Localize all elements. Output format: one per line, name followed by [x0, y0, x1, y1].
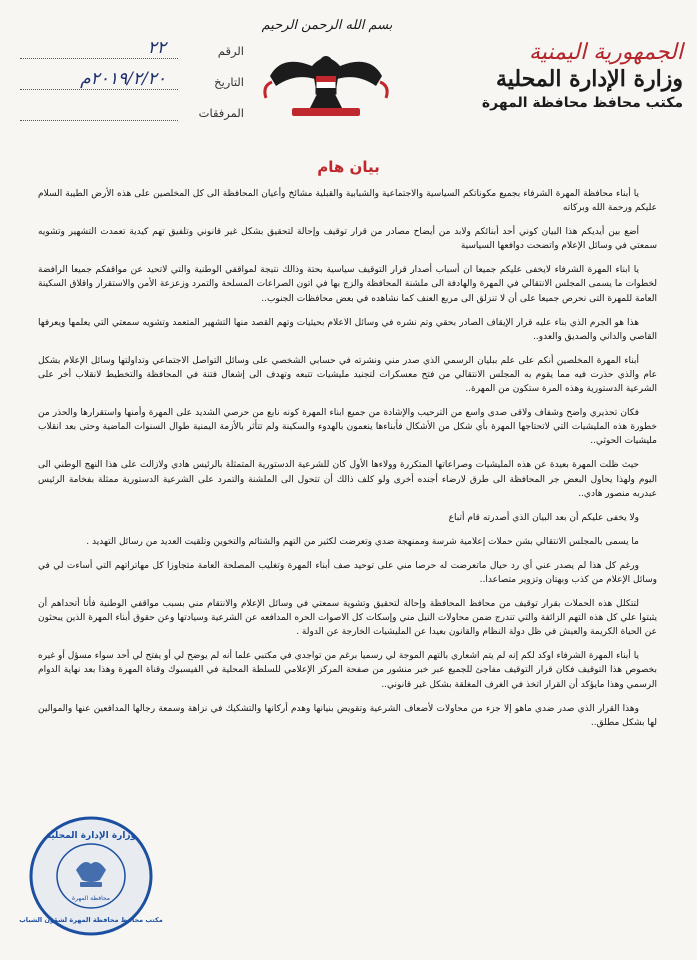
attachments-field: [20, 106, 250, 137]
paragraph: أضع بين أيديكم هذا البيان كوني أحد أبنائكم ولابد من أيضاح مصادر من قرار توقيف وإحالة لتحقيق بشكل غير قانوني وتلفيق تهم كيدية تعمدت التشهير وتشويه سمعتي في وسائل الإعلام واتضحت دوافعها السياسية: [38, 227, 657, 252]
paragraph: فكان تحذيري واضح وشفاف ولاقى صدى واسع من الترحيب والإشادة من جميع ابناء المهرة كونه نابع من حرصي الشديد على المهرة وأمنها واستقرارها والحذر من خطورة هذه المليشيات التي لاتحتاجها المهرة بأي شكل من الأشكال فأبناءها ينعمون بالهدوء والسكينة ولم تتأثر بالأزمة اليمنية طوال السنوات الماضية وحتى بعد انقلاب مليشيات الحوثي..: [38, 408, 657, 447]
paragraph: يا أبناء المهرة الشرفاء اوكد لكم إنه لم يتم اشعاري بالتهم الموجة لي رسميا برغم من تواجدي في مكتبي علما أنه لم يوضح لي أو يفتح لي أحد سواء مسؤل أو غيره بخصوص هذا التوقيف فكان قرار التوقيف مفاجئ للجميع عبر خبر منشور من صفحة المركز الإعلامي للسلطة المحلية في الفيسبوك وقناة المهرة وهذا بعد نهاية الدوام الرسمي وهذا مايؤكد أن القرار اتخذ في الغرف المغلقة بشكل غير قانوني..: [38, 651, 657, 690]
paragraph: هذا هو الجرم الذي بناء عليه قرار الإيقاف الصادر بحقي وتم نشره في وسائل الاعلام بحيثيات وتهم القصد منها التشهير المتعمد وتشويه سمعتي التي يعلمها ويعرفها القاصي والداني والصديق والعدو..: [38, 317, 657, 342]
republic-name: الجمهورية اليمنية: [528, 40, 683, 65]
date-field: [20, 69, 250, 106]
paragraph: يا أبناء محافظة المهرة الشرفاء بجميع مكوناتكم السياسية والاجتماعية والشبابية والقبلية مشائخ وأعيان المحافظة الى كل المخلصين على هذه الأرض الطيبة السلام عليكم ورحمة الله وبركاته: [38, 189, 657, 214]
basmala: بسم الله الرحمن الرحيم: [261, 18, 393, 33]
official-stamp: [19, 814, 163, 938]
number-label: الرقم: [217, 44, 244, 58]
svg-text:وزارة الإدارة المحلية: وزارة الإدارة المحلية: [45, 831, 137, 841]
letterhead-organization: [433, 40, 683, 114]
date-value: ٢٠١٩/٢/٢٠م: [80, 69, 166, 89]
paragraph: يا ابناء المهرة الشرفاء لايخفى عليكم جميعا ان أسباب أصدار قرار التوقيف سياسية بحتة وذالك نتيجة لمواقفي الوطنية والتي لاتحيد عن مواقفكم جميعا الرافضة لخطوات ما يسمى المجلس الانتقالي في المهرة والهادفة الى ملشنة المحافظة والزج بها في اتون الصراعات المسلحة والتمرد وزعزعة الأمن والاستقرار واقلاق السكينة العامة للمهرة التى نحرص جميعا على أن لا تنزلق الى مربع العنف كما نشاهده في بعض محافظات الجنوب..: [38, 265, 657, 304]
paragraph: وهذا القرار الذي صدر ضدي ماهو إلا جزء من محاولات لأضعاف الشرعية وتقويض بنيانها وهدم أركانها والتشكيك في نزاهة وسمعة رجالها المدافعين عنها والموالين لها بشكل مطلق..: [38, 703, 657, 728]
office-name: مكتب محافظ محافظة المهرة: [481, 95, 683, 111]
number-value: ٢٢: [147, 38, 166, 58]
statement-title: بيان هام: [317, 158, 380, 176]
date-label: التاريخ: [214, 75, 244, 89]
svg-text:محافظة المهرة: محافظة المهرة: [71, 895, 111, 902]
reference-fields: [20, 38, 250, 137]
yemen-eagle-emblem-icon: [252, 46, 400, 122]
svg-text:مكتب محافظ محافظة المهرة لشؤون: مكتب محافظ محافظة المهرة لشؤون الشباب: [19, 916, 163, 924]
attachments-label: المرفقات: [198, 106, 244, 120]
paragraph: ورغم كل هذا لم يصدر عني أي رد حيال ماتعرضت له حرصا مني على توحيد صف أبناء المهرة وتغليب المصلحة العامة متجاوزا كل مهاتراتهم التي أساءت لي في وسائل الإعلام من كذب وبهتان وتزوير متصاعدا..: [38, 560, 657, 585]
paragraph: أبناء المهرة المخلصين أنكم على علم ببليان الرسمي الذي صدر مني ونشرته في حسابي الشخصي على وسائل التواصل الاجتماعي وتداولتها وسائل الإعلام بشكل عام والذي حذرت فيه مما يقوم به المجلس الانتقالي من فتح معسكرات لتجنيد مليشيات تتبعه وتهدف الى إشعال فتنة في المحافظة والتخطيط لانقلاب أخر على الشرعية الدستورية وهذه المرة ستكون من المهرة..: [38, 355, 657, 395]
paragraph: ما يسمى بالمجلس الانتقالي بشن حملات إعلامية شرسة وممنهجة ضدي وتعرضت لكثير من التهم والشتائم والتخوين وتلقيت العديد من رسائل التهديد .: [86, 536, 639, 547]
ministry-name: وزارة الإدارة المحلية: [496, 66, 683, 92]
paragraph: حيث ظلت المهرة بعيدة عن هذه المليشيات وصراعاتها المتكررة وولاءها الأول كان للشرعية الدستورية المتمثلة بالرئيس هادي ولازالت على هذا النهج الوطني الى اليوم ولهذا يحاول البعض جر المحافظة الى طرق لارضاء أجنده أخرى ولو كلف ذالك أن تتحول الى الملشنة والتمرد على الشرعية الدستورية ممثلة بفخامة الرئيس عبدربه منصور هادي..: [38, 460, 657, 499]
paragraph: لتتكلل هذه الحملات بقرار توقيف من محافظ المحافظة وإحالة لتحقيق وتشوية سمعتي في وسائل الإعلام والانتقام مني بسبب مواقفي الوطنية فأنا أتحداهم أن يثبتوا علي كل هذه التهم الزائفة والتي تندرج ضمن محاولات النيل مني وإسكات كل الاصوات الحره المدافعه عن الشرعية وسيادتها وعن حقوق أبناء المهرة الذين يبحثون عن الحياة الكريمة والعيش في ظل دولة النظام والقانون بعيدا عن المليشيات الخارجة عن الدولة .: [38, 599, 657, 638]
statement-body: [38, 187, 657, 740]
paragraph: ولا يخفى عليكم أن بعد البيان الذي أصدرته قام أتباع: [448, 512, 639, 523]
